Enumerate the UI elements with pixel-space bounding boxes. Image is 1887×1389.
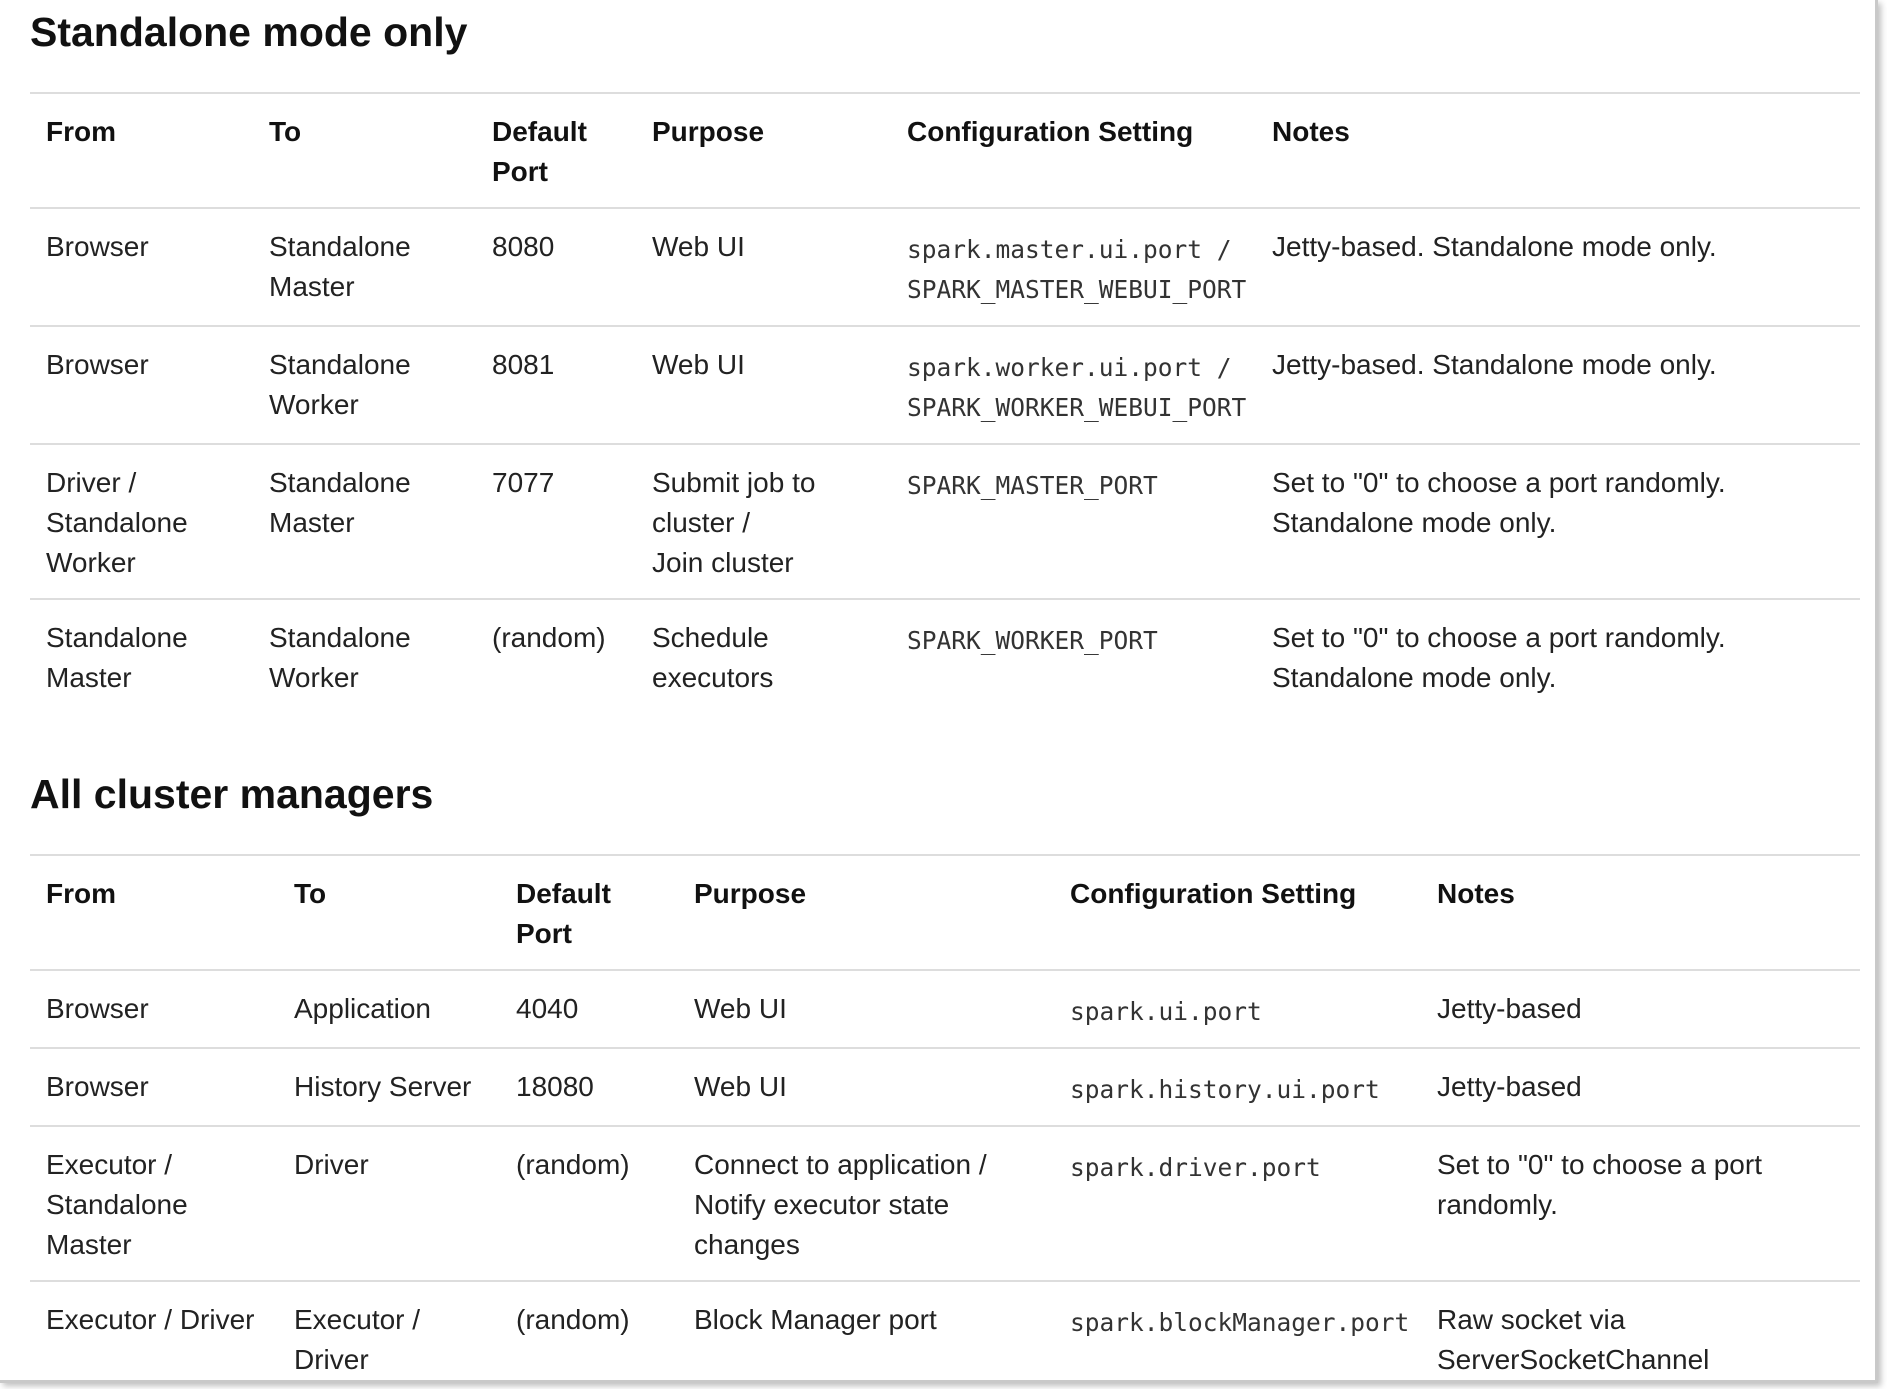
cell-notes: Jetty-based: [1421, 970, 1860, 1048]
cell-port: (random): [476, 599, 636, 713]
cell-purpose: Web UI: [678, 970, 1054, 1048]
cell-from: Browser: [30, 326, 253, 444]
config-line: spark.master.ui.port /: [907, 235, 1232, 264]
table-row: [30, 1048, 1860, 1126]
cell-to: History Server: [278, 1048, 500, 1126]
cell-purpose: Schedule executors: [636, 599, 891, 713]
cell-purpose: Web UI: [636, 208, 891, 326]
ports-table-all-cluster-managers: [30, 854, 1860, 1383]
config-line: spark.worker.ui.port /: [907, 353, 1232, 382]
table-row: [30, 970, 1860, 1048]
cell-port: (random): [500, 1126, 678, 1281]
cell-config: [891, 444, 1256, 599]
cell-from: Browser: [30, 208, 253, 326]
cell-purpose: Connect to application / Notify executor state changes: [678, 1126, 1054, 1281]
cell-to: Standalone Master: [253, 444, 476, 599]
cell-to: Application: [278, 970, 500, 1048]
header-default-port: Default Port: [476, 93, 636, 208]
table-row: [30, 326, 1860, 444]
header-from: From: [30, 93, 253, 208]
cell-port: 4040: [500, 970, 678, 1048]
cell-config: [891, 208, 1256, 326]
cell-purpose: Web UI: [636, 326, 891, 444]
header-default-port: Default Port: [500, 855, 678, 970]
cell-purpose: Block Manager port: [678, 1281, 1054, 1383]
cell-port: 18080: [500, 1048, 678, 1126]
header-purpose: Purpose: [636, 93, 891, 208]
cell-config: [891, 326, 1256, 444]
cell-port: 7077: [476, 444, 636, 599]
header-notes: Notes: [1256, 93, 1860, 208]
table-row: [30, 1281, 1860, 1383]
cell-to: Executor / Driver: [278, 1281, 500, 1383]
cell-to: Standalone Worker: [253, 599, 476, 713]
cell-notes: Set to "0" to choose a port randomly.: [1421, 1126, 1860, 1281]
cell-port: (random): [500, 1281, 678, 1383]
table-header-row: [30, 855, 1860, 970]
purpose-line: Submit job to cluster /: [652, 467, 816, 538]
table-row: [30, 444, 1860, 599]
cell-from: Standalone Master: [30, 599, 253, 713]
purpose-line: Join cluster: [652, 547, 794, 578]
header-config-setting: Configuration Setting: [1054, 855, 1421, 970]
cell-to: Driver: [278, 1126, 500, 1281]
cell-purpose: [636, 444, 891, 599]
config-line: spark.blockManager.port: [1070, 1308, 1410, 1337]
header-to: To: [253, 93, 476, 208]
config-line: spark.driver.port: [1070, 1153, 1321, 1182]
header-config-setting: Configuration Setting: [891, 93, 1256, 208]
ports-table-standalone: [30, 92, 1860, 713]
section-title-standalone: Standalone mode only: [30, 9, 468, 55]
config-line: SPARK_WORKER_PORT: [907, 626, 1158, 655]
table-row: [30, 1126, 1860, 1281]
cell-from: Browser: [30, 970, 278, 1048]
header-notes: Notes: [1421, 855, 1860, 970]
table-row: [30, 208, 1860, 326]
table-row: [30, 599, 1860, 713]
cell-from: Driver / Standalone Worker: [30, 444, 253, 599]
cell-notes: Raw socket via ServerSocketChannel: [1421, 1281, 1860, 1383]
cell-notes: Jetty-based. Standalone mode only.: [1256, 208, 1860, 326]
header-from: From: [30, 855, 278, 970]
config-line: SPARK_MASTER_WEBUI_PORT: [907, 275, 1247, 304]
cell-config: [891, 599, 1256, 713]
cell-notes: Set to "0" to choose a port randomly. Standalone mode only.: [1256, 444, 1860, 599]
cell-from: Browser: [30, 1048, 278, 1126]
cell-to: Standalone Worker: [253, 326, 476, 444]
table-header-row: [30, 93, 1860, 208]
header-to: To: [278, 855, 500, 970]
header-purpose: Purpose: [678, 855, 1054, 970]
cell-from: Executor / Driver: [30, 1281, 278, 1383]
cell-config: [1054, 1126, 1421, 1281]
section-title-all-cluster-managers: All cluster managers: [30, 771, 434, 817]
cell-config: [1054, 1048, 1421, 1126]
cell-notes: Jetty-based: [1421, 1048, 1860, 1126]
cell-purpose: Web UI: [678, 1048, 1054, 1126]
cell-notes: Jetty-based. Standalone mode only.: [1256, 326, 1860, 444]
cell-to: Standalone Master: [253, 208, 476, 326]
config-line: SPARK_MASTER_PORT: [907, 471, 1158, 500]
cell-notes: Set to "0" to choose a port randomly. Standalone mode only.: [1256, 599, 1860, 713]
cell-config: [1054, 1281, 1421, 1383]
config-line: SPARK_WORKER_WEBUI_PORT: [907, 393, 1247, 422]
config-line: spark.ui.port: [1070, 997, 1262, 1026]
cell-from: Executor / Standalone Master: [30, 1126, 278, 1281]
config-line: spark.history.ui.port: [1070, 1075, 1380, 1104]
cell-config: [1054, 970, 1421, 1048]
cell-port: 8080: [476, 208, 636, 326]
cell-port: 8081: [476, 326, 636, 444]
